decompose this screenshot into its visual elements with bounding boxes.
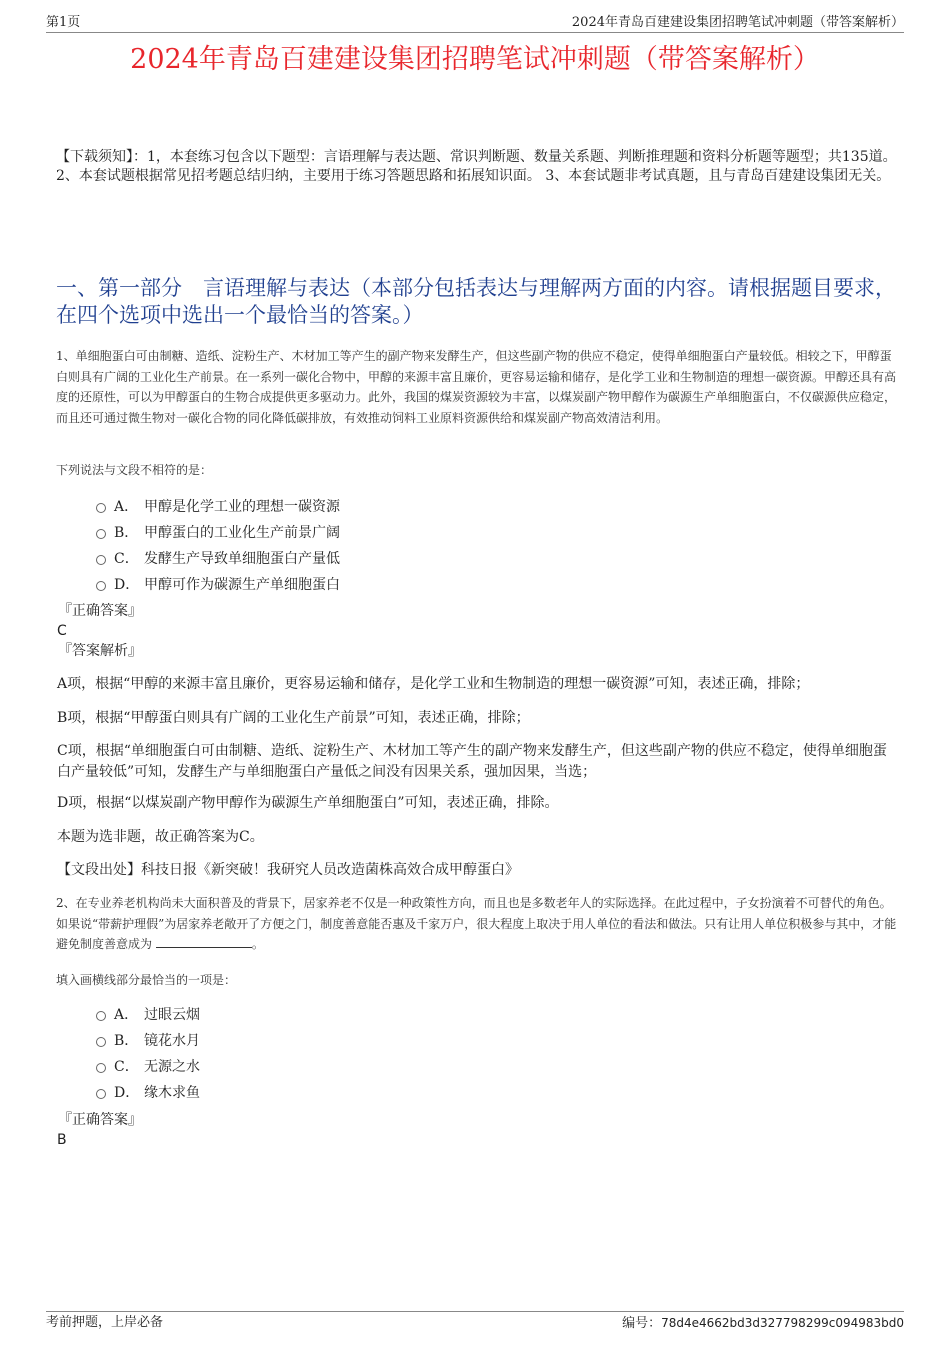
option-a[interactable]: A． 甲醇是化学工业的理想一碳资源 [96, 494, 340, 520]
analysis-conclusion: 本题为选非题，故正确答案为C。 [57, 829, 264, 845]
question-2-text: 2、在专业养老机构尚未大面积普及的背景下，居家养老不仅是一种政策性方向，而且也是多数老年人的实际选择。在此过程中，子女扮演着不可替代的角色。如果说“带薪护理假”为居家养老敞开了方便之门，制度善意能否惠及千家万户，很大程度上取决于用人单位的看法和做法。只有让用人单位积极参与其中，才能避免制度善意成为 。 [56, 896, 897, 951]
analysis-d: D项，根据“以煤炭副产物甲醇作为碳源生产单细胞蛋白”可知，表述正确，排除。 [57, 795, 559, 811]
radio-icon[interactable] [96, 503, 106, 513]
question-1-prompt: 下列说法与文段不相符的是： [56, 463, 213, 477]
section-heading: 一、第一部分 言语理解与表达（本部分包括表达与理解两方面的内容。请根据题目要求，在四个选项中选出一个最恰当的答案。） [56, 276, 896, 327]
correct-answer: B [57, 1132, 67, 1148]
option-c[interactable]: C． 发酵生产导致单细胞蛋白产量低 [96, 546, 340, 572]
correct-answer-label: 『正确答案』 [58, 603, 142, 619]
page-header [46, 14, 904, 33]
question-2-prompt: 填入画横线部分最恰当的一项是： [56, 973, 237, 987]
analysis-label: 『答案解析』 [58, 643, 142, 659]
page-footer [46, 1311, 904, 1332]
correct-answer: C [57, 623, 67, 639]
fill-blank [156, 935, 252, 948]
option-c[interactable]: C． 无源之水 [96, 1054, 200, 1080]
option-b[interactable]: B． 甲醇蛋白的工业化生产前景广阔 [96, 520, 340, 546]
option-d[interactable]: D． 甲醇可作为碳源生产单细胞蛋白 [96, 572, 340, 598]
download-notice: 【下载须知】：1，本套练习包含以下题型：言语理解与表达题、常识判断题、数量关系题、判断推理题和资料分析题等题型；共135道。 2、本套试题根据常见招考题总结归纳，主要用于练习答题思路和拓展知识面。 3、本套试题非考试真题，且与青岛百建建设集团无关。 [56, 149, 897, 184]
radio-icon[interactable] [96, 1063, 106, 1073]
analysis-a: A项，根据“甲醇的来源丰富且廉价，更容易运输和储存，是化学工业和生物制造的理想一碳资源”可知，表述正确，排除； [57, 676, 810, 692]
option-b[interactable]: B． 镜花水月 [96, 1028, 200, 1054]
question-1-options [96, 494, 340, 598]
option-a[interactable]: A． 过眼云烟 [96, 1002, 200, 1028]
footer-slogan: 考前押题，上岸必备 [46, 1315, 164, 1330]
radio-icon[interactable] [96, 555, 106, 565]
radio-icon[interactable] [96, 1037, 106, 1047]
question-1-text: 1、单细胞蛋白可由制糖、造纸、淀粉生产、木材加工等产生的副产物来发酵生产，但这些副产物的供应不稳定，使得单细胞蛋白产量较低。相较之下，甲醇蛋白则具有广阔的工业化生产前景。在一系列一碳化合物中，甲醇的来源丰富且廉价，更容易运输和储存，是化学工业和生物制造的理想一碳资源。甲醇还具有高度的还原性，可以为甲醇蛋白的生物合成提供更多驱动力。此外，我国的煤炭资源较为丰富，以煤炭副产物甲醇作为碳源生产单细胞蛋白，不仅碳源供应稳定，而且还可通过微生物对一碳化合物的同化降低碳排放，有效推动饲料工业原料资源供给和煤炭副产物高效清洁利用。 [56, 349, 897, 425]
radio-icon[interactable] [96, 1011, 106, 1021]
analysis-b: B项，根据“甲醇蛋白则具有广阔的工业化生产前景”可知，表述正确，排除； [57, 710, 530, 726]
question-2-options [96, 1002, 200, 1106]
analysis-c: C项，根据“单细胞蛋白可由制糖、造纸、淀粉生产、木材加工等产生的副产物来发酵生产，但这些副产物的供应不稳定，使得单细胞蛋白产量较低”可知，发酵生产与单细胞蛋白产量低之间没有因果关系，强加因果，当选； [57, 743, 887, 780]
radio-icon[interactable] [96, 529, 106, 539]
page-number: 第1页 [46, 15, 81, 30]
document-code: 编号：78d4e4662bd3d327798299c094983bd0 [622, 1316, 904, 1331]
header-doc-title: 2024年青岛百建建设集团招聘笔试冲刺题（带答案解析） [571, 15, 904, 30]
text-source: 【文段出处】科技日报《新突破！我研究人员改造菌株高效合成甲醇蛋白》 [57, 862, 519, 878]
radio-icon[interactable] [96, 581, 106, 591]
page-title: 2024年青岛百建建设集团招聘笔试冲刺题（带答案解析） [130, 44, 820, 75]
radio-icon[interactable] [96, 1089, 106, 1099]
correct-answer-label: 『正确答案』 [58, 1112, 142, 1128]
option-d[interactable]: D． 缘木求鱼 [96, 1080, 200, 1106]
